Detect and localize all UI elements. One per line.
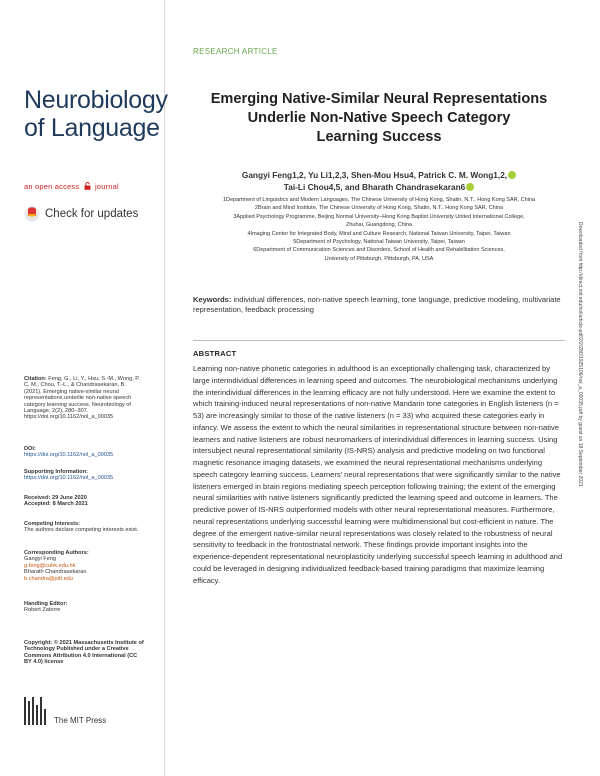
download-note: [576, 222, 585, 542]
open-access-label: [24, 182, 119, 191]
copyright-text: Copyright: © 2021 Massachusetts Institute of Technology Published under a Creative Commons Attribution 4.0 International (CC BY 4.0) license: [24, 640, 144, 666]
check-for-updates-button[interactable]: [24, 203, 148, 225]
mit-press-text: The MIT Press: [54, 716, 107, 725]
section-divider: [193, 340, 565, 341]
competing-interests-label: Competing Interests:: [24, 521, 80, 527]
article-title: [193, 90, 565, 147]
received-date: Received: 29 June 2020: [24, 495, 87, 501]
orcid-icon[interactable]: [466, 183, 474, 191]
affiliations: [193, 196, 565, 263]
affiliation: 4Imaging Center for Integrated Body, Mind and Culture Research, National Taiwan University, Taipei, Taiwan: [247, 230, 511, 237]
handling-editor-name: Robert Zatorre: [24, 607, 61, 614]
authors-line-2: Tai-Li Chou4,5, and Bharath Chandrasekaran6: [283, 182, 466, 192]
author-list: [193, 169, 565, 193]
doi-link[interactable]: https://doi.org/10.1162/nol_a_00035: [24, 452, 114, 459]
keywords-text: individual differences, non-native speech learning, tone language, predictive modeling, multivariate representation, feedback processing: [193, 295, 561, 315]
affiliation: 3Applied Psychology Programme, Beijing Normal University–Hong Kong Baptist University United International College,: [233, 213, 525, 220]
check-updates-label: Check for updates: [45, 208, 139, 220]
corresponding-author-1: Gangyi Feng: [24, 556, 57, 563]
corresponding-email-2[interactable]: b.chandra@pitt.edu: [24, 575, 73, 582]
title-line: Underlie Non-Native Speech Category: [247, 110, 511, 126]
corresponding-authors-block: [24, 550, 144, 582]
check-updates-icon: [24, 206, 40, 222]
affiliation: University of Pittsburgh, Pittsburgh, PA, USA: [324, 255, 434, 262]
keywords-label: Keywords:: [193, 295, 232, 304]
doi-label: DOI:: [24, 446, 36, 452]
article-type: RESEARCH ARTICLE: [193, 47, 278, 56]
title-line: Emerging Native-Similar Neural Representations: [210, 91, 548, 107]
journal-logo: [24, 86, 168, 142]
supporting-info-label: Supporting Information:: [24, 469, 89, 475]
citation-text: Feng, G., Li, Y., Hsu, S.-M., Wong, P. C. M., Chou, T.-L., & Chandrasekaran, B. (2021). Emerging native-similar neural representations underlie non-native speech category learning success. Neurobiology of Language, 2(2), 280–307. https://doi.org/10.1162/nol_a_00035: [24, 376, 140, 421]
authors-line-1: Gangyi Feng1,2, Yu Li1,2,3, Shen-Mou Hsu4, Patrick C. M. Wong1,2,: [241, 170, 508, 180]
abstract-body: Learning non-native phonetic categories in adulthood is an exceptionally challenging task, characterized by large interindividual differences in learning speed and outcomes. The neurobiological mechanisms underlying the interindividual differences in the learning efficacy are not fully understood. Here we examine the extent to which training-induced neural representations of non-native Mandarin tone categories in English listeners (n = 53) are increasingly similar to those of the native listeners (n = 33) who acquired these categories early in infancy. We assess the extent to which the neural similarities in representational structure between non-native learners and native listeners are robust neuromarkers of interindividual differences in learning success. Using intersubject neural representational similarity (IS-NRS) analysis and predictive modeling on two functional magnetic resonance imaging datasets, we examined the neural representational mechanisms underlying speech category learning success. Learners’ neural representations that were significantly similar to the native listeners emerged in brain regions mediating speech perception following training; the extent of the emerging neural similarities with native listeners significantly predicted the learning speed and outcome in learners. The predictive power of IS-NRS outperformed models with other neural representational measures. Furthermore, neural representations underlying successful learning were multidimensional but cost-efficient in nature. The degree of the emergent native-similar neural representations was closely related to the robustness of neural sensitivity to feedback in the frontostriatal network. These findings provide important insights into the experience-dependent representational neuroplasticity underlying successful speech learning in adulthood and could be leveraged in designing individualized feedback-based training paradigms that maximize learning efficacy.: [193, 364, 563, 585]
abstract-heading: ABSTRACT: [193, 349, 237, 358]
accepted-date: Accepted: 8 March 2021: [24, 501, 88, 508]
supporting-info-block: [24, 469, 144, 482]
affiliation: 2Brain and Mind Institute, The Chinese University of Hong Kong, Shatin, N.T., Hong Kong SAR, China: [254, 205, 504, 212]
corresponding-email-1[interactable]: g.feng@cuhk.edu.hk: [24, 562, 76, 569]
corresponding-authors-label: Corresponding Authors:: [24, 550, 89, 556]
competing-interests-text: The authors declare competing interests exist.: [24, 527, 139, 534]
keywords: [193, 295, 565, 316]
competing-interests-block: [24, 521, 144, 534]
journal-name-line1: Neurobiology: [24, 86, 168, 114]
lock-icon: [84, 182, 91, 190]
handling-editor-label: Handling Editor:: [24, 601, 68, 607]
handling-editor-block: [24, 601, 144, 614]
corresponding-author-2: Bharath Chandrasekaran: [24, 569, 87, 576]
dates-block: [24, 495, 144, 508]
citation-block: [24, 376, 144, 421]
doi-block: [24, 446, 144, 459]
mit-press-logo: [24, 697, 106, 725]
mit-press-bars-icon: [24, 697, 46, 725]
journal-name-line2: of Language: [24, 114, 160, 142]
open-access-suffix: journal: [94, 182, 119, 191]
affiliation: 1Department of Linguistics and Modern Languages, The Chinese University of Hong Kong, Shatin, N.T., Hong Kong SAR, China: [222, 197, 536, 203]
citation-label: Citation:: [24, 376, 47, 382]
download-note-text: Downloaded from http://direct.mit.edu/nol/article-pdf/2/2/280/1925106/nol_a_00035.pdf by guest on 18 September 2021: [577, 222, 583, 487]
affiliation: 6Department of Communication Sciences and Disorders, School of Health and Rehabilitation Sciences,: [253, 247, 505, 254]
supporting-info-link[interactable]: https://doi.org/10.1162/nol_a_00035: [24, 475, 114, 482]
orcid-icon[interactable]: [508, 171, 516, 179]
affiliation: 5Department of Psychology, National Taiwan University, Taipei, Taiwan: [293, 239, 465, 246]
open-access-prefix: an open access: [24, 182, 80, 191]
title-line: Learning Success: [316, 129, 442, 145]
copyright-block: [24, 640, 144, 666]
affiliation: Zhuhai, Guangdong, China: [345, 222, 413, 229]
